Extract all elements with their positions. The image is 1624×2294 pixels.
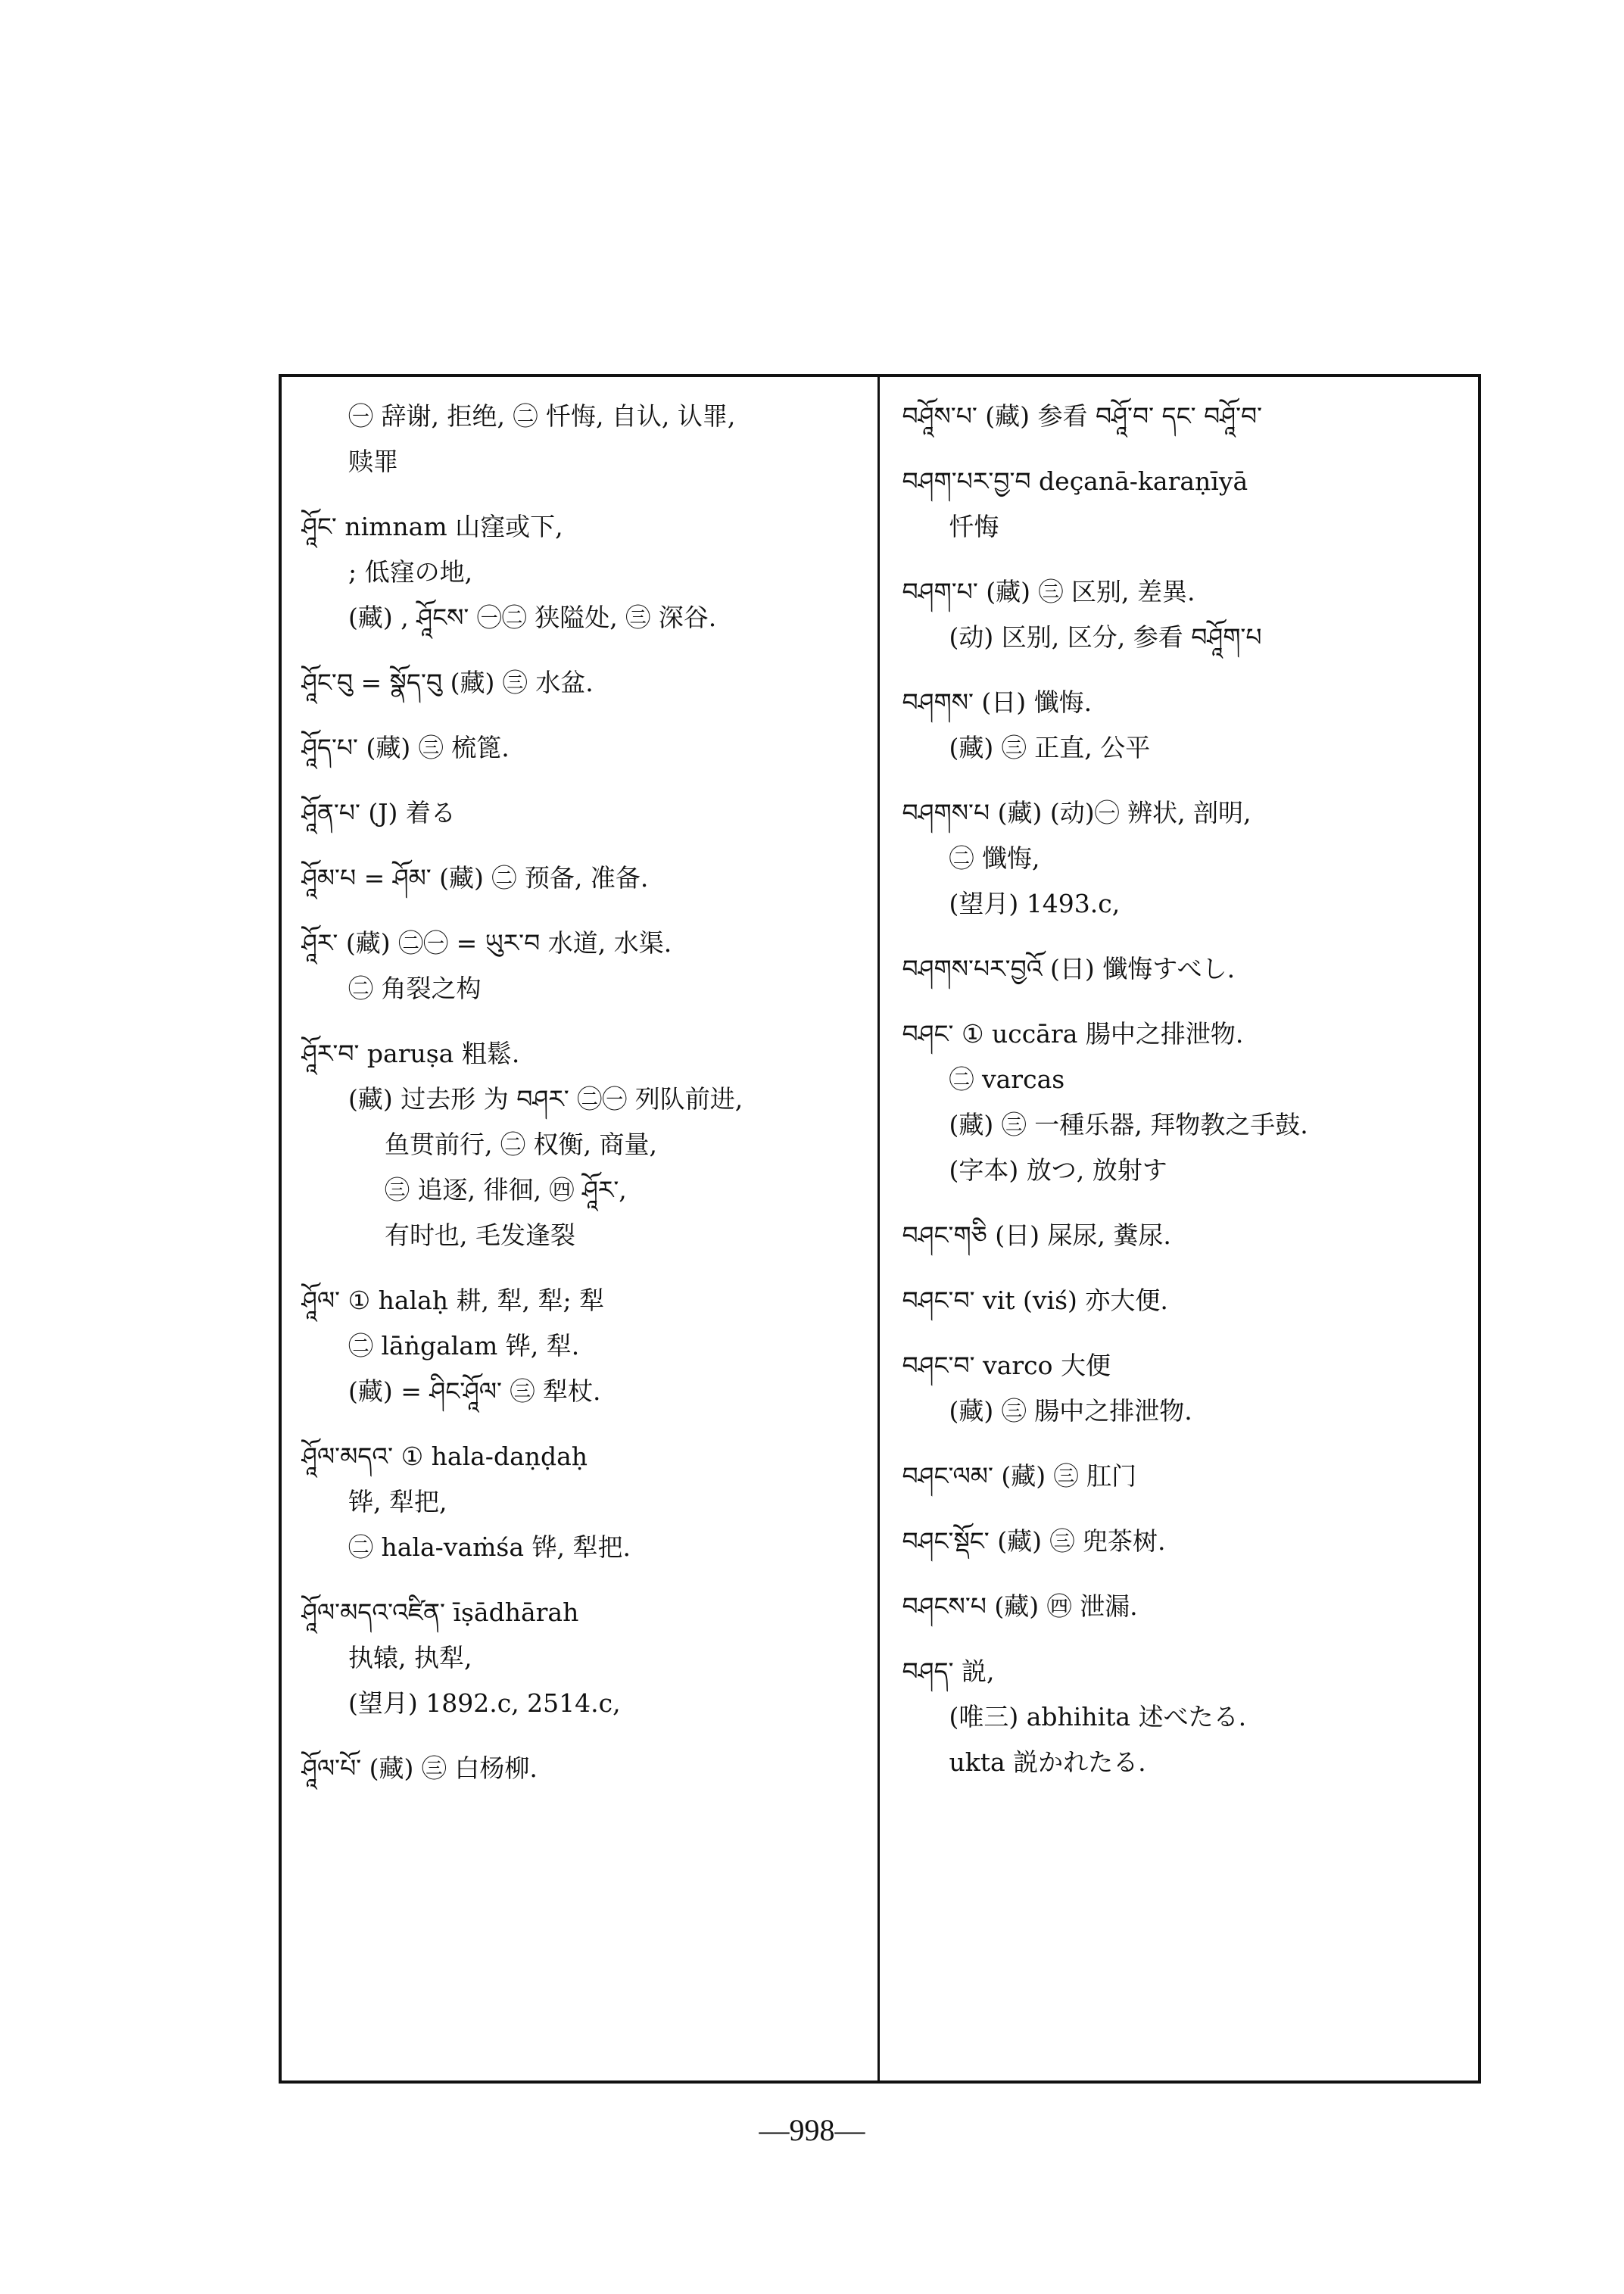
dictionary-entry bbox=[301, 660, 858, 706]
dictionary-entry bbox=[902, 1278, 1459, 1323]
dictionary-entry bbox=[902, 394, 1459, 439]
entry-definition-line: (字本) 放つ, 放射す bbox=[949, 1155, 1167, 1185]
dictionary-entry bbox=[301, 790, 858, 836]
entry-definition-line: (藏) = ཤིང་ཤཱོལ་ ㊂ 犁杖. bbox=[348, 1376, 601, 1406]
entry-headword-line: བཤངས་པ (藏) ㊃ 泄漏. bbox=[902, 1591, 1138, 1621]
entry-definition-line: ㊁ 懺悔, bbox=[949, 843, 1040, 873]
dictionary-frame bbox=[279, 374, 1481, 2084]
entry-definition-line: ㊁ varcas bbox=[949, 1064, 1065, 1094]
dictionary-entry bbox=[902, 1584, 1459, 1629]
dictionary-entry bbox=[301, 1746, 858, 1791]
entry-headword-line: བཤཱོས་པ་ (藏) 参看 བཤཱོ་བ་ དང་ བཤཱོ་བ་ bbox=[902, 401, 1263, 431]
entry-headword-line: བཤང་བ་ vit (viś) 亦大便. bbox=[902, 1286, 1168, 1315]
dictionary-entry bbox=[902, 1519, 1459, 1564]
right-column bbox=[880, 377, 1479, 2080]
dictionary-entry bbox=[902, 569, 1459, 660]
entry-headword-line: ㊀ 辞谢, 拒绝, ㊁ 忏悔, 自认, 认罪, bbox=[348, 401, 736, 431]
entry-headword-line: བཤགས་པ (藏) (动)㊀ 辨状, 剖明, bbox=[902, 798, 1252, 828]
entry-headword-line: ཤཱོར་ (藏) ㊁㊀ = ཡུར་བ 水道, 水渠. bbox=[301, 928, 672, 958]
dictionary-entry bbox=[902, 1011, 1459, 1193]
entry-headword-line: ཤཱོར་བ་ paruṣa 粗鬆. bbox=[301, 1039, 520, 1068]
entry-headword-line: ཤཱོད་པ་ (藏) ㊂ 梳篦. bbox=[301, 733, 510, 762]
entry-headword-line: བཤགས་ (日) 懺悔. bbox=[902, 687, 1093, 717]
entry-definition-line: 赎罪 bbox=[348, 447, 398, 476]
dictionary-entry bbox=[301, 394, 858, 485]
entry-definition-line: ukta 説かれたる. bbox=[949, 1747, 1146, 1777]
entry-headword-line: བཤག་པ་ (藏) ㊂ 区别, 差異. bbox=[902, 577, 1195, 606]
entry-headword-line: བཤགས་པར་བྱའོ (日) 懺悔すべし. bbox=[902, 954, 1236, 983]
entry-definition-line: (动) 区别, 区分, 参看 བཤཱོག་པ bbox=[949, 622, 1262, 652]
entry-headword-line: ཤཱོང་ nimnam 山窪或下, bbox=[301, 512, 563, 541]
entry-definition-line: 铧, 犁把, bbox=[348, 1487, 447, 1516]
left-column bbox=[282, 377, 880, 2080]
dictionary-entry bbox=[301, 856, 858, 901]
entry-headword-line: བཤག་པར་བྱ་བ deçanā-karaṇīyā bbox=[902, 466, 1248, 496]
dictionary-entry bbox=[301, 504, 858, 641]
dictionary-entry bbox=[902, 1649, 1459, 1785]
entry-definition-line: ㊁ 角裂之构 bbox=[348, 974, 482, 1003]
entry-definition-line: ; 低窪の地, bbox=[348, 557, 473, 587]
entry-definition-line: (望月) 1892.c, 2514.c, bbox=[348, 1688, 621, 1718]
entry-headword-line: ཤཱོལ་ ① halaḥ 耕, 犁, 犁; 犁 bbox=[301, 1286, 605, 1315]
entry-headword-line: ཤཱོལ་མདའ་ ① hala-daṇḍaḥ bbox=[301, 1442, 588, 1471]
dictionary-entry bbox=[301, 1590, 858, 1726]
dictionary-entry bbox=[301, 1031, 858, 1258]
entry-headword-line: ཤཱོམ་པ = ཤོམ་ (藏) ㊁ 预备, 准备. bbox=[301, 863, 649, 893]
entry-definition-line: (藏) ㊂ 一種乐器, 拜物教之手鼓. bbox=[949, 1110, 1308, 1139]
entry-headword-line: བཤང་བ་ varco 大便 bbox=[902, 1351, 1111, 1380]
entry-definition-line: ㊂ 追逐, 徘徊, ㊃ ཤཱོར་, bbox=[385, 1175, 627, 1205]
dictionary-entry bbox=[301, 1434, 858, 1570]
entry-headword-line: ཤཱོལ་པོ་ (藏) ㊂ 白杨柳. bbox=[301, 1753, 538, 1783]
entry-definition-line: (唯三) abhihita 述べたる. bbox=[949, 1702, 1247, 1731]
page-number: —998— bbox=[759, 2113, 865, 2147]
dictionary-entry bbox=[902, 790, 1459, 927]
dictionary-entry bbox=[902, 459, 1459, 550]
dictionary-entry bbox=[902, 1343, 1459, 1434]
entry-definition-line: (藏) , ཤཱོངས་ ㊀㊁ 狭隘处, ㊂ 深谷. bbox=[348, 603, 717, 632]
dictionary-entry bbox=[902, 1454, 1459, 1499]
dictionary-entry bbox=[902, 1213, 1459, 1258]
entry-headword-line: བཤད་ 説, bbox=[902, 1657, 995, 1686]
entry-definition-line: ㊁ hala-vaṁśa 铧, 犁把. bbox=[348, 1532, 631, 1562]
entry-definition-line: (藏) ㊂ 正直, 公平 bbox=[949, 733, 1151, 762]
entry-definition-line: (藏) ㊂ 腸中之排泄物. bbox=[949, 1396, 1192, 1426]
entry-headword-line: ཤཱོན་པ་ (J) 着る bbox=[301, 798, 456, 828]
dictionary-entry bbox=[902, 680, 1459, 771]
entry-headword-line: ཤཱོལ་མདའ་འཛིན་ īṣādhārah bbox=[301, 1597, 579, 1627]
dictionary-entry bbox=[301, 725, 858, 771]
entry-definition-line: 忏悔 bbox=[949, 512, 999, 541]
entry-headword-line: བཤང་སྡོང་ (藏) ㊂ 兜茶树. bbox=[902, 1526, 1166, 1556]
dictionary-entry bbox=[902, 946, 1459, 992]
entry-definition-line: 鱼贯前行, ㊁ 权衡, 商量, bbox=[385, 1130, 657, 1159]
entry-definition-line: (望月) 1493.c, bbox=[949, 889, 1121, 918]
entry-headword-line: ཤཱོང་བུ = སྣོད་བུ (藏) ㊂ 水盆. bbox=[301, 668, 594, 697]
entry-definition-line: 有时也, 毛发逢裂 bbox=[385, 1220, 575, 1250]
entry-headword-line: བཤང་གཅི (日) 屎尿, 糞尿. bbox=[902, 1220, 1171, 1250]
dictionary-entry bbox=[301, 921, 858, 1011]
entry-definition-line: (藏) 过去形 为 བཤར་ ㊁㊀ 列队前进, bbox=[348, 1084, 743, 1114]
dictionary-entry bbox=[301, 1278, 858, 1414]
entry-definition-line: 执辕, 执犁, bbox=[348, 1643, 472, 1672]
entry-definition-line: ㊁ lāṅgalam 铧, 犁. bbox=[348, 1331, 580, 1361]
entry-headword-line: བཤང་ ① uccāra 腸中之排泄物. bbox=[902, 1019, 1244, 1049]
entry-headword-line: བཤང་ལམ་ (藏) ㊂ 肛门 bbox=[902, 1461, 1137, 1491]
